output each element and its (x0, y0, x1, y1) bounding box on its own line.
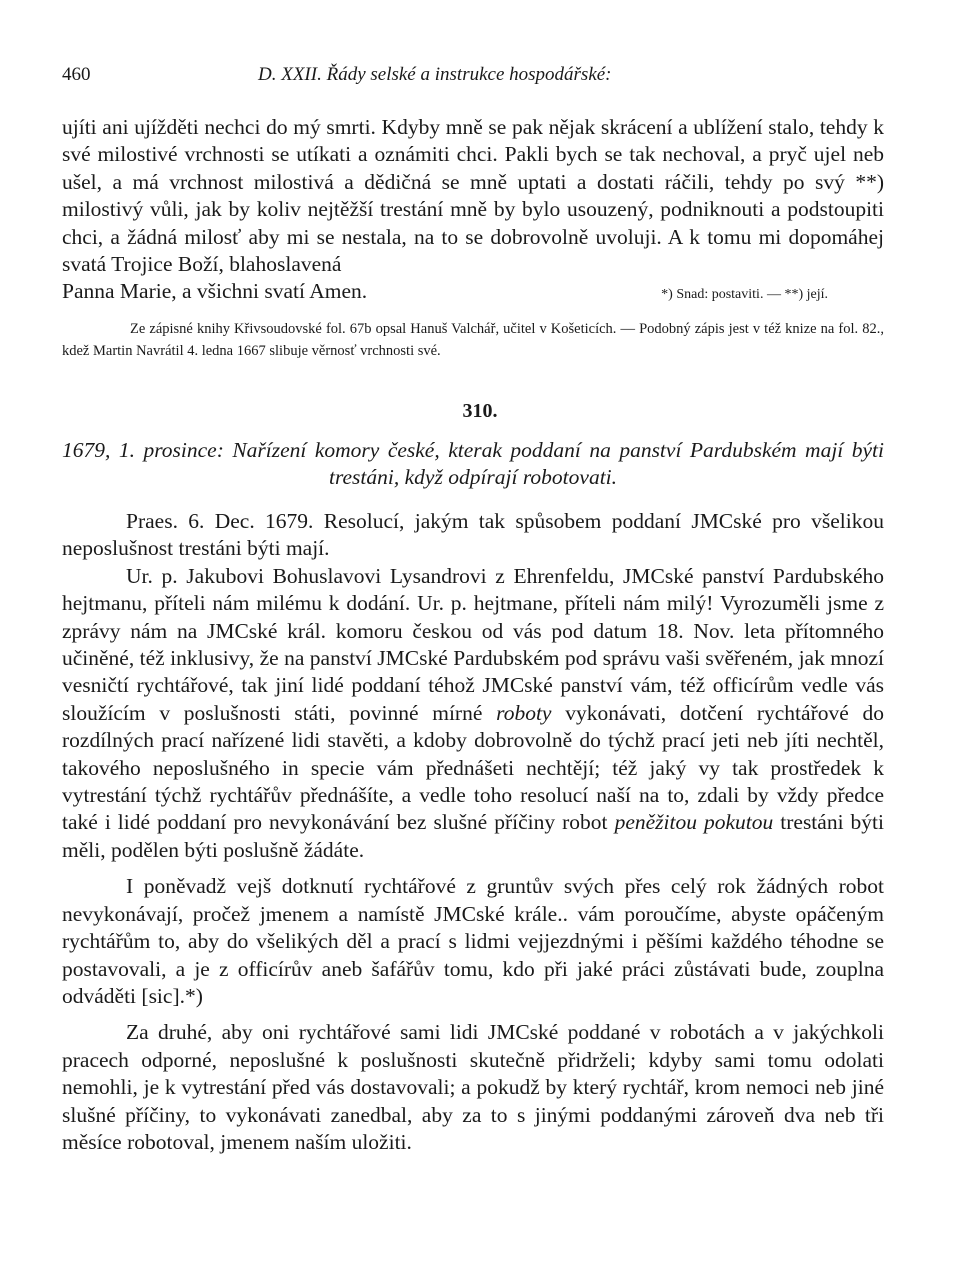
emphasis-roboty: roboty (496, 700, 552, 725)
emphasis-penezitou-pokutou: peněžitou pokutou (614, 810, 774, 835)
letter-text-end: trestáni býti měli, podělen býti poslušně žádáte. (62, 810, 885, 862)
running-title: D. XXII. Řády selské a instrukce hospodářské: (258, 64, 612, 85)
letter-paragraph-2: I poněvadž vejš dotknutí rychtářové z gruntův svých přes celý rok žádných robot nevykonávají, pročež jmenem a namístě JMCské krále.. vám poroučíme, abyste opáčeným rychtářům to, aby do všelikých děl a prací s lidmi vejjezdnými i pěšími každého téhodne se postavovali, a je z officírův aneb šafářův tomu, kdo při jaké práci zůstávati bude, zouplna odváděti [sic].*) (62, 874, 884, 1008)
running-header (62, 64, 882, 94)
letter-text-start: Ur. p. Jakubovi Bohuslavovi Lysandrovi z Ehrenfeldu, JMCské panství Pardubského hejtmanu, příteli nám milému k dodání. Ur. p. hejtmane, příteli nám milý! Vyrozuměli jsme z zprávy nám na JMCské král. komoru českou od vás pod datum 18. Nov. leta přítomného učiněné, též inklusivy, že na panství JMCské Pardubském pod správu vaši svěřeném, jak mnozí vesničtí rychtářové, tak jiní lidé poddaní téhož JMCské panství vám, též officírům vedle vás sloužícím v poslušnosti státi, povinné mírné (62, 563, 884, 725)
praes-paragraph: Praes. 6. Dec. 1679. Resolucí, jakým tak spůsobem poddaní JMCské pro všelikou neposlušnost trestáni býti mají. (62, 509, 884, 561)
document-body (62, 508, 884, 1156)
letter-paragraph-3: Za druhé, aby oni rychtářové sami lidi JMCské poddané v robotách a v jakýchkoli pracech odporné, neposlušné k poslušnosti skutečně přidrželi; kdyby sami tomu odolati nemohli, je k vytrestání před vás dostavovali; a pokudž by který rychtář, krom nemoci neb jiné slušné příčiny, to vykonávati zanedbal, aby za to s jinými poddanými zároveň dva neb tři měsíce robotoval, jmenem naším uložiti. (62, 1020, 884, 1154)
page-number: 460 (62, 64, 91, 85)
inline-footnote: *) Snad: postaviti. — **) její. (661, 287, 828, 303)
previous-paragraph: ujíti ani ujížděti nechci do mý smrti. Kdyby mně se pak nějak skrácení a ublížení stalo, tehdy k své milostivé vrchnosti se utíkati a oznámiti chci. Pakli bych se tak nechoval, a pryč ujel neb ušel, a má vrchnost milostivá a dědičná se mně uptati a dostati ráčili, tehdy po svý **) milostivý vůli, jak by koliv nejtěžší trestání mně by bylo usouzený, podniknouti a podstoupiti chci, a žádná milosť aby mi se nestala, na to se dobrovolně uvoluji. A k tomu mi dopomáhej svatá Trojice Boží, blahoslavená (62, 115, 884, 277)
previous-document-continuation (62, 114, 884, 362)
document-number: 310. (462, 400, 498, 422)
source-note: Ze zápisné knihy Křivsoudovské fol. 67b opsal Hanuš Valchář, učitel v Košeticích. — Podobný zápis jest v též knize na fol. 82., kdež Martin Navrátil 4. ledna 1667 slibuje věrnosť vrchnosti své. (62, 320, 884, 359)
letter-paragraph-1 (62, 563, 884, 864)
closing-line (62, 278, 884, 308)
letter-text-middle: vykonávati, dotčení rychtářové do rozdílných prací nařízené lidi stavěti, a kdoby dobrovolně do týchž prací jeti neb jíti nechtěl, takového neposlušného in specie vám přednášeti nechtějí; též jaký vy tak prostředek k vytrestání týchž rychtářův přednášíte, a vedle toho resolucí naší na to, zdali by vždy předce také i lidé poddaní pro nevykonávání bez slušné příčiny robot (62, 700, 884, 835)
closing-line-text: Panna Marie, a všichni svatí Amen. (62, 279, 368, 304)
document-heading: 1679, 1. prosince: Nařízení komory české, kterak poddaní na panství Pardubském mají býti trestáni, když odpírají robotovati. (62, 438, 884, 489)
